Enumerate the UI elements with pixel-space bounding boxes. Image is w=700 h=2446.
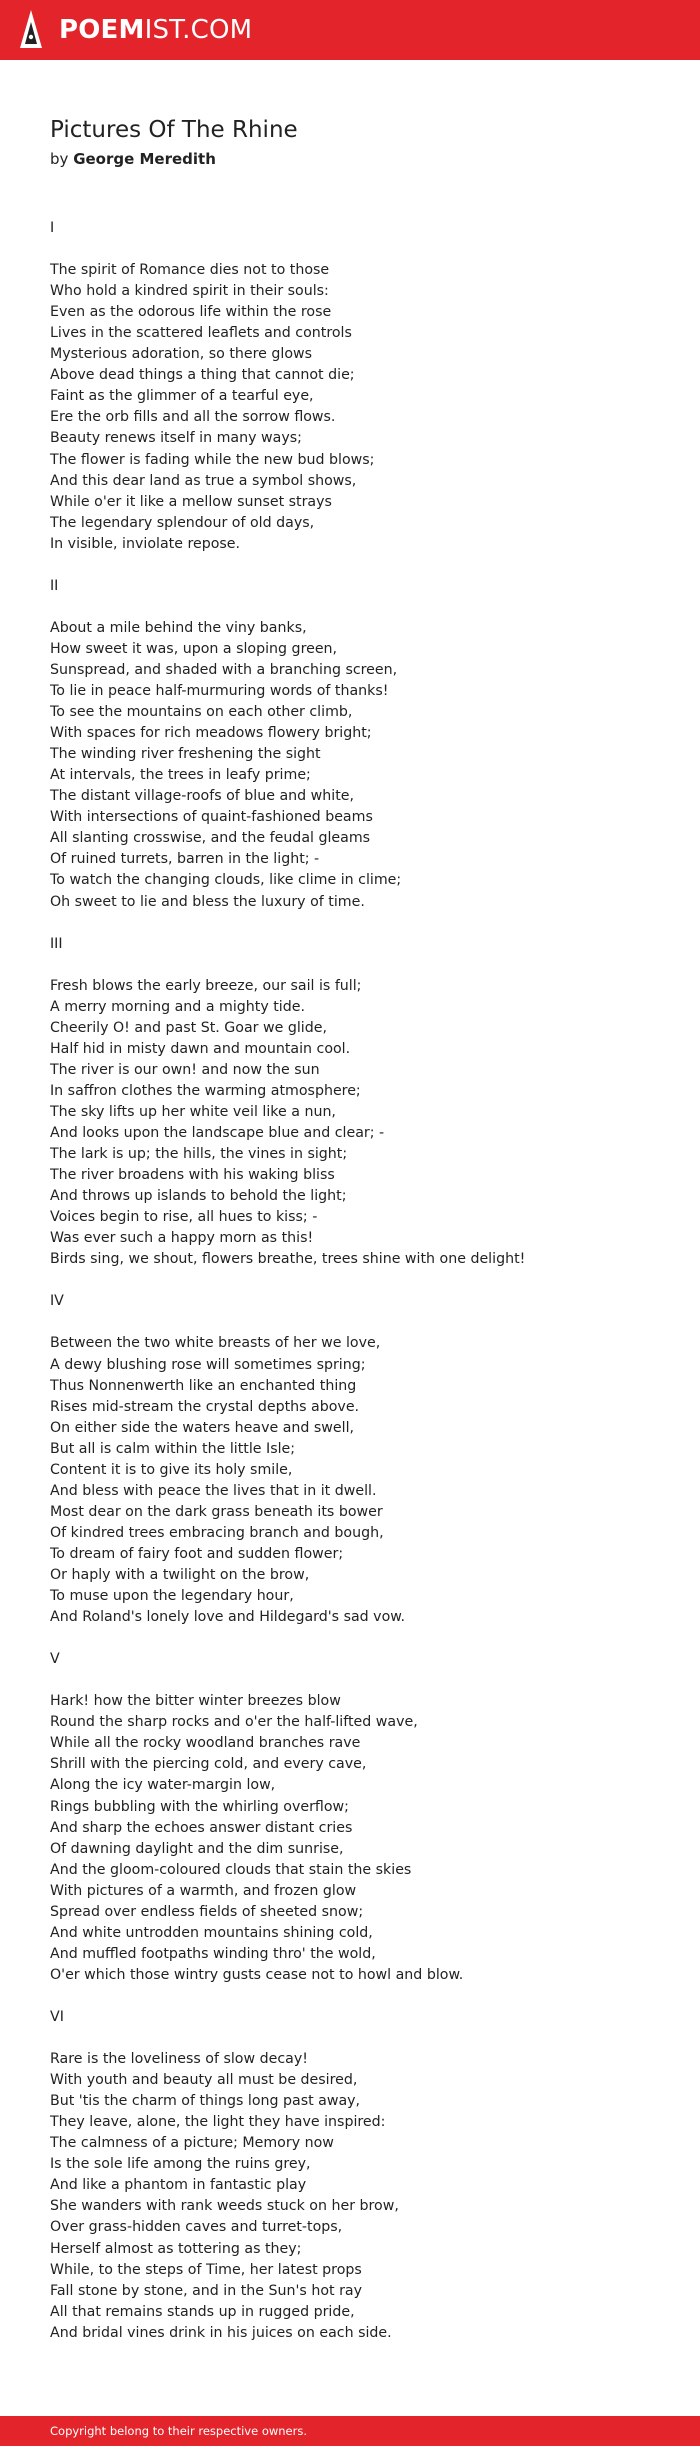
poem-line: The river broadens with his waking bliss: [50, 1167, 335, 1184]
poem-line: The calmness of a picture; Memory now: [50, 2135, 334, 2152]
poem-line: But 'tis the charm of things long past away,: [50, 2093, 361, 2110]
poem-line: While, to the steps of Time, her latest props: [50, 2261, 362, 2278]
poem-line: To dream of fairy foot and sudden flower;: [50, 1545, 344, 1562]
stanza: [50, 934, 670, 1271]
poem-line: And the gloom-coloured clouds that stain the skies: [50, 1861, 412, 1878]
stanza-numeral: I: [50, 220, 55, 236]
poem-line: And like a phantom in fantastic play: [50, 2177, 307, 2194]
poem-line: And sharp the echoes answer distant cries: [50, 1819, 353, 1836]
poem-line: At intervals, the trees in leafy prime;: [50, 767, 311, 784]
poem-line: Beauty renews itself in many ways;: [50, 430, 302, 447]
poem-line: The sky lifts up her white veil like a nun,: [50, 1103, 336, 1120]
poem-line: Or haply with a twilight on the brow,: [50, 1567, 310, 1583]
site-footer: [0, 2416, 700, 2446]
poem-line: Herself almost as tottering as they;: [50, 2240, 302, 2257]
author-name[interactable]: George Meredith: [73, 150, 216, 168]
poem-line: Thus Nonnenwerth like an enchanted thing: [50, 1377, 357, 1394]
poem-body: [50, 218, 670, 2365]
stanza-numeral: VI: [50, 2008, 64, 2025]
site-header: [0, 0, 700, 60]
poem-line: Ere the orb fills and all the sorrow flows.: [50, 409, 336, 426]
by-label: by: [50, 150, 69, 168]
poem-line: Mysterious adoration, so there glows: [50, 346, 313, 363]
poem-line: In saffron clothes the warming atmosphere;: [50, 1082, 361, 1099]
poem-line: Even as the odorous life within the rose: [50, 304, 332, 321]
stanza-numeral: V: [50, 1651, 60, 1668]
poem-line: The lark is up; the hills, the vines in sight;: [50, 1146, 348, 1163]
poem-line: Along the icy water-margin low,: [50, 1777, 276, 1794]
poem-line: O'er which those wintry gusts cease not to howl and blow.: [50, 1966, 464, 1983]
poem-line: With intersections of quaint-fashioned beams: [50, 809, 373, 826]
poem-line: To lie in peace half-murmuring words of thanks!: [50, 683, 389, 700]
poem-line: She wanders with rank weeds stuck on her brow,: [50, 2198, 399, 2215]
poem-line: Most dear on the dark grass beneath its bower: [50, 1503, 383, 1520]
poem-line: Fresh blows the early breeze, our sail is full;: [50, 977, 362, 994]
stanza-numeral: IV: [50, 1293, 64, 1310]
poem-line: And bridal vines drink in his juices on each side.: [50, 2324, 392, 2341]
logo-light-text: IST.COM: [144, 15, 253, 45]
poem-line: Round the sharp rocks and o'er the half-lifted wave,: [50, 1714, 418, 1731]
pen-nib-icon[interactable]: [18, 8, 44, 52]
poem-line: To see the mountains on each other climb,: [50, 704, 353, 721]
poem-line: Is the sole life among the ruins grey,: [50, 2156, 311, 2173]
poem-line: And this dear land as true a symbol shows,: [50, 472, 357, 489]
poem-line: To muse upon the legendary hour,: [50, 1588, 294, 1605]
poem-line: While o'er it like a mellow sunset strays: [50, 493, 332, 510]
poem-line: Cheerily O! and past St. Goar we glide,: [50, 1019, 327, 1036]
poem-line: Voices begin to rise, all hues to kiss; -: [50, 1209, 318, 1226]
logo-bold-text: POEM: [59, 15, 145, 45]
copyright-text: Copyright belong to their respective owners.: [50, 2424, 308, 2438]
poem-line: A dewy blushing rose will sometimes spring;: [50, 1356, 366, 1373]
poem-line: To watch the changing clouds, like clime in clime;: [50, 872, 402, 889]
poem-line: And muffled footpaths winding thro' the wold,: [50, 1945, 376, 1962]
poem-line: And looks upon the landscape blue and clear; -: [50, 1125, 385, 1142]
poem-line: The flower is fading while the new bud blows;: [50, 451, 375, 468]
site-logo[interactable]: [59, 15, 252, 45]
poem-line: Was ever such a happy morn as this!: [50, 1230, 314, 1247]
poem-line: All slanting crosswise, and the feudal gleams: [50, 830, 371, 847]
poem-line: With pictures of a warmth, and frozen glow: [50, 1882, 357, 1899]
poem-line: And Roland's lonely love and Hildegard's sad vow.: [50, 1609, 406, 1626]
poem-line: Hark! how the bitter winter breezes blow: [50, 1693, 341, 1710]
poem-line: Of dawning daylight and the dim sunrise,: [50, 1840, 344, 1857]
poem-line: The river is our own! and now the sun: [50, 1061, 320, 1078]
poem-line: Over grass-hidden caves and turret-tops,: [50, 2219, 343, 2236]
stanza: [50, 2007, 670, 2344]
poem-line: The spirit of Romance dies not to those: [50, 262, 330, 279]
poem-line: Above dead things a thing that cannot die;: [50, 367, 355, 384]
poem-line: All that remains stands up in rugged pride,: [50, 2303, 355, 2320]
poem-line: Oh sweet to lie and bless the luxury of time.: [50, 893, 365, 910]
poem-line: And bless with peace the lives that in it dwell.: [50, 1482, 377, 1499]
stanza: [50, 218, 670, 555]
poem-line: The legendary splendour of old days,: [50, 514, 315, 531]
poem-line: Rare is the loveliness of slow decay!: [50, 2051, 308, 2068]
poem-line: Content it is to give its holy smile,: [50, 1461, 293, 1478]
stanza-numeral: III: [50, 935, 63, 952]
poem-line: Half hid in misty dawn and mountain cool.: [50, 1040, 351, 1057]
poem-line: And throws up islands to behold the light;: [50, 1188, 347, 1205]
stanza-numeral: II: [50, 577, 59, 594]
stanza: [50, 1291, 670, 1628]
poem-line: In visible, inviolate repose.: [50, 535, 241, 552]
poem-title: Pictures Of The Rhine: [50, 117, 298, 143]
poem-line: They leave, alone, the light they have inspired:: [50, 2114, 386, 2131]
poem-line: Of ruined turrets, barren in the light; -: [50, 851, 320, 868]
poem-line: The distant village-roofs of blue and white,: [50, 788, 355, 805]
poem-line: Spread over endless fields of sheeted snow;: [50, 1903, 364, 1920]
poem-line: The winding river freshening the sight: [50, 746, 321, 763]
poem-line: But all is calm within the little Isle;: [50, 1440, 296, 1457]
poem-line: How sweet it was, upon a sloping green,: [50, 640, 338, 657]
poem-line: With youth and beauty all must be desired,: [50, 2072, 358, 2089]
poem-line: And white untrodden mountains shining cold,: [50, 1924, 373, 1941]
poem-line: Rises mid-stream the crystal depths above.: [50, 1398, 360, 1415]
poem-line: Of kindred trees embracing branch and bough,: [50, 1524, 384, 1541]
poem-line: Fall stone by stone, and in the Sun's hot ray: [50, 2282, 362, 2299]
byline: [50, 148, 216, 170]
poem-line: Faint as the glimmer of a tearful eye,: [50, 388, 314, 405]
poem-line: While all the rocky woodland branches rave: [50, 1735, 361, 1752]
poem-line: Birds sing, we shout, flowers breathe, trees shine with one delight!: [50, 1251, 526, 1268]
poem-line: Between the two white breasts of her we love,: [50, 1335, 381, 1352]
poem-line: A merry morning and a mighty tide.: [50, 998, 305, 1015]
stanza: [50, 1649, 670, 1986]
poem-line: Who hold a kindred spirit in their souls:: [50, 283, 329, 300]
poem-line: Shrill with the piercing cold, and every cave,: [50, 1756, 367, 1773]
poem-line: On either side the waters heave and swell,: [50, 1419, 355, 1436]
poem-line: With spaces for rich meadows flowery bright;: [50, 725, 372, 742]
stanza: [50, 576, 670, 913]
poem-line: About a mile behind the viny banks,: [50, 619, 307, 636]
poem-line: Rings bubbling with the whirling overflow;: [50, 1798, 349, 1815]
poem-line: Lives in the scattered leaflets and controls: [50, 325, 352, 342]
poem-line: Sunspread, and shaded with a branching screen,: [50, 661, 398, 678]
